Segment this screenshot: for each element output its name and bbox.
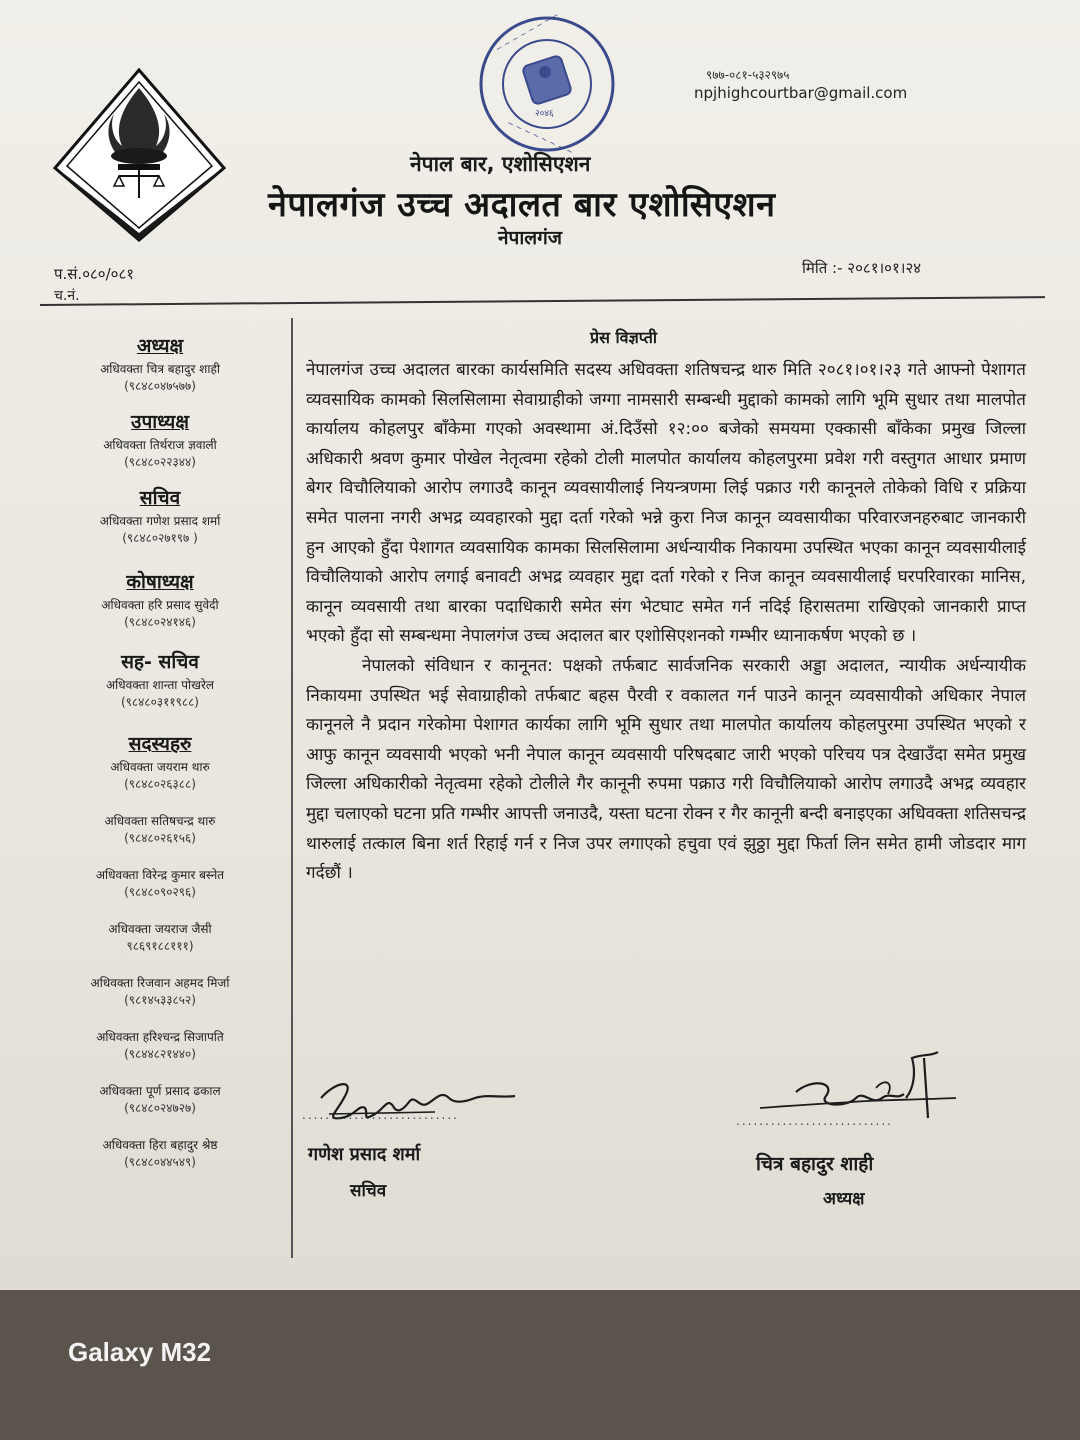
member-phone: (९८४८०४४५४९) bbox=[124, 1155, 196, 1169]
letter-date: मिति :- २०८१।०१।२४ bbox=[802, 259, 922, 277]
member-phone: (९८४८०२४१४६) bbox=[124, 615, 196, 629]
committee-block-president bbox=[40, 332, 280, 394]
member-name: अधिवक्ता विरेन्द्र कुमार बस्नेत bbox=[95, 868, 225, 882]
president-role: अध्यक्ष bbox=[823, 1189, 865, 1209]
org-title: नेपालगंज उच्च अदालत बार एशोसिएशन bbox=[268, 185, 776, 225]
member-phone: (९८४८०४७५७७) bbox=[124, 379, 196, 393]
secretary-signature bbox=[315, 1068, 525, 1138]
role-title: सदस्यहरु bbox=[128, 733, 192, 755]
role-title: सचिव bbox=[139, 487, 181, 509]
member-phone: (९८४८०२६१५६) bbox=[124, 831, 196, 845]
member-name: अधिवक्ता चित्र बहादुर शाही bbox=[100, 362, 220, 376]
body-paragraph-2: नेपालको संविधान र कानूनत: पक्षको तर्फबाट सार्वजनिक सरकारी अड्डा अदालत, न्यायीक अर्धन्यायीक निकायमा उपस्थित भई सेवाग्राहीको तर्फबाट बहस पैरवी र वकालत गर्न पाउने कानून व्यवसायीको अधिकार नेपाल कानूनले नै प्रदान गरेकोमा पेशागत कार्यका लागि भूमि सुधार तथा मालपोत कार्यालय कोहलपुरमा उपस्थित भएको र आफु कानून व्यवसायी भएको भनी नेपाल कानून व्यवसायी परिषदबाट जारी भएको परिचय पत्र देखाउँदा समेत प्रमुख जिल्ला अधिकारीको नेतृत्वमा रहेको टोलीले गैर कानूनी रुपमा पक्राउ गरी विचौलियाको आरोप लगाउदै अभद्र व्यवहार मुद्दा चलाएको घटना प्रति गम्भीर आपत्ती जनाउदै, यस्ता घटना रोक्न र गैर कानूनी बन्दी बनाइएका अधिवक्ता शतिसचन्द्र थारुलाई तत्काल बिना शर्त रिहाई गर्न र निज उपर लगाएको हचुवा एवं झुठ्ठा मुद्दा फिर्ता लिन समेत हामी जोडदार माग गर्दछौं । bbox=[306, 655, 1026, 884]
sidebar-committee bbox=[40, 332, 280, 1184]
member-phone: (९८४८०२२३४४) bbox=[124, 455, 196, 469]
member-name: अधिवक्ता हरि प्रसाद सुवेदी bbox=[101, 598, 219, 612]
member-item bbox=[40, 1082, 280, 1116]
role-title: सह- सचिव bbox=[121, 651, 199, 673]
president-name: चित्र बहादुर शाही bbox=[756, 1153, 874, 1175]
member-item bbox=[40, 920, 280, 954]
member-item bbox=[40, 758, 280, 792]
member-phone: (९८४८०२४७२७) bbox=[124, 1101, 196, 1115]
committee-block-members bbox=[40, 730, 280, 1170]
committee-block-secretary bbox=[40, 484, 280, 546]
secretary-name: गणेश प्रसाद शर्मा bbox=[308, 1144, 421, 1165]
committee-block-joint-secretary bbox=[40, 648, 280, 710]
member-name: अधिवक्ता जयराम थारु bbox=[110, 760, 210, 774]
association-emblem-logo bbox=[52, 68, 227, 243]
camera-watermark: Galaxy M32 bbox=[68, 1337, 212, 1367]
member-name: अधिवक्ता शान्ता पोखरेल bbox=[105, 678, 215, 692]
role-title: अध्यक्ष bbox=[136, 335, 184, 357]
member-phone: (९८४८०२६३८८) bbox=[124, 777, 196, 791]
secretary-role: सचिव bbox=[350, 1181, 387, 1201]
member-item bbox=[40, 974, 280, 1008]
member-item bbox=[40, 1136, 280, 1170]
member-phone: (९८४८०३११९८८) bbox=[120, 695, 199, 709]
member-name: अधिवक्ता गणेश प्रसाद शर्मा bbox=[99, 514, 221, 528]
signature-line-right: ........................... bbox=[736, 1114, 893, 1128]
reference-number: प.सं.०८०/०८१ bbox=[54, 265, 135, 283]
dispatch-number: च.नं. bbox=[54, 288, 80, 304]
committee-block-treasurer bbox=[40, 568, 280, 630]
member-phone: (९८१४५३३८५२) bbox=[124, 993, 196, 1007]
signature-line-left: ........................... bbox=[302, 1108, 459, 1122]
header-divider bbox=[40, 296, 1045, 306]
member-name: अधिवक्ता हिरा बहादुर श्रेष्ठ bbox=[102, 1138, 218, 1152]
committee-block-vice-president bbox=[40, 408, 280, 470]
member-name: अधिवक्ता तिर्थराज ज्ञवाली bbox=[103, 438, 217, 452]
svg-text:~ ~ ~ ~ ~ ~ ~ ~: ~ ~ ~ ~ ~ ~ ~ ~ bbox=[505, 118, 575, 157]
member-name: अधिवक्ता पूर्ण प्रसाद ढकाल bbox=[99, 1084, 221, 1098]
body-paragraph-1: नेपालगंज उच्च अदालत बारका कार्यसमिति सदस्य अधिवक्ता शतिषचन्द्र थारु मिति २०८१।०१।२३ गते आफ्नो पेशागत व्यवसायिक कामको सिलसिलामा सेवाग्राहीको जग्गा नामसारी सम्बन्धी मुद्दाको कामको लागि भूमि सुधार तथा मालपोत कार्यालय कोहलपुर बाँकेमा गएको अवस्थामा अं.दिउँसो १२:०० बजेको समयमा एक्कासी बाँकेका प्रमुख जिल्ला अधिकारी श्रवण कुमार पोखेल नेतृत्वमा रहेको टोली मालपोत कार्यालय कोहलपुरमा प्रवेश गरी वस्तुगत आधार प्रमाण बेगर विचौलियाको आरोप लगाउदै कानून व्यवसायीलाई नियन्त्रणमा लिई पक्राउ गरी कानूनले तोकेको विधि र प्रक्रिया समेत पालना नगरी अभद्र व्यवहारको मुद्दा दर्ता गरेको भन्ने कुरा निज कानून व्यवसायीका परिवारजनहरुबाट जानकारी हुन आएको हुँदा पेशागत व्यवसायिक कामका सिलसिलामा अर्धन्यायीक निकायमा उपस्थित भएका कानून व्यवसायीलाई विचौलियाको आरोप लगाई बनावटी अभद्र व्यवहार मुद्दा दर्ता गरेको र निज कानून व्यवसायीलाई घरपरिवारका मानिस, कानून व्यवसायी तथा बारका पदाधिकारी समेत संग भेटघाट समेत गर्न नदिई हिरासतमा राखिएको जानकारी प्राप्त भएको हुँदा सो सम्बन्धमा नेपालगंज उच्च अदालत बार एशोसिएशनको गम्भीर ध्यानाकर्षण भएको छ । bbox=[306, 360, 1026, 647]
member-name: अधिवक्ता हरिश्चन्द्र सिजापति bbox=[96, 1030, 224, 1044]
member-phone: (९८४४८२१४४०) bbox=[124, 1047, 196, 1061]
member-phone: ९८६९१८८१११) bbox=[126, 939, 194, 953]
press-release-title: प्रेस विज्ञप्ती bbox=[590, 328, 657, 347]
header-email: npjhighcourtbar@gmail.com bbox=[694, 84, 908, 102]
role-title: कोषाध्यक्ष bbox=[126, 571, 194, 593]
member-item bbox=[40, 812, 280, 846]
svg-text:~ ~ ~ ~ ~ ~ ~ ~: ~ ~ ~ ~ ~ ~ ~ ~ bbox=[494, 12, 561, 54]
svg-text:२०४६: २०४६ bbox=[535, 109, 554, 119]
org-parent-name: नेपाल बार, एशोसिएशन bbox=[410, 152, 591, 176]
org-city: नेपालगंज bbox=[498, 227, 562, 249]
header-phone: ९७७-०८१-५३२९७५ bbox=[706, 68, 790, 82]
member-name: अधिवक्ता सतिषचन्द्र थारु bbox=[104, 814, 216, 828]
sidebar-divider bbox=[291, 318, 293, 1258]
member-name: अधिवक्ता जयराज जैसी bbox=[108, 922, 212, 936]
member-item bbox=[40, 866, 280, 900]
member-phone: (९८४८०२७१९७ ) bbox=[122, 531, 198, 545]
member-phone: (९८४८०९०२९६) bbox=[124, 885, 196, 899]
association-seal-stamp bbox=[475, 12, 620, 157]
role-title: उपाध्यक्ष bbox=[131, 411, 189, 433]
member-name: अधिवक्ता रिजवान अहमद मिर्जा bbox=[90, 976, 230, 990]
member-item bbox=[40, 1028, 280, 1062]
press-release-body bbox=[306, 356, 1026, 889]
